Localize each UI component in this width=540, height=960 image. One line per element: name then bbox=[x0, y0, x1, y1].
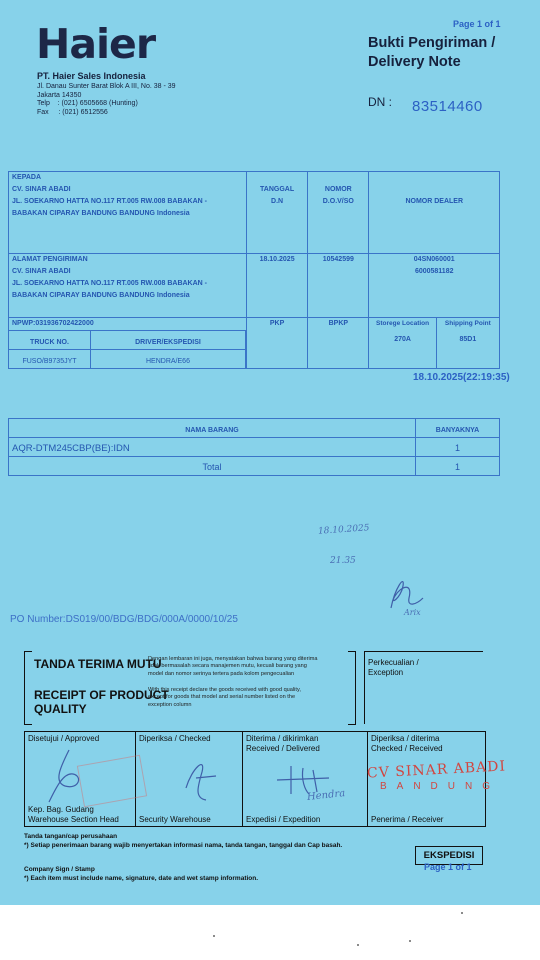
item-name: AQR-DTM245CBP(BE):IDN bbox=[12, 443, 130, 454]
received-label bbox=[368, 732, 485, 756]
order-cell bbox=[308, 254, 369, 318]
nomor-sub: D.O.V/SO bbox=[322, 198, 354, 205]
item-name-cell bbox=[9, 438, 416, 457]
note-line: Dengan lembaran ini juga, menyatakan bahwa barang yang diterima bbox=[148, 656, 318, 662]
total-qty-cell bbox=[416, 457, 500, 476]
kepada-label: KEPADA bbox=[12, 174, 42, 181]
dealer-number-cell bbox=[369, 254, 500, 318]
note-line: With this receipt declare the goods received with good quality, bbox=[148, 687, 301, 693]
shipping-point-cell bbox=[436, 318, 499, 369]
scan-speck bbox=[357, 944, 359, 946]
items-header-name bbox=[9, 419, 416, 438]
shipping-address: JL. SOEKARNO HATTA NO.117 RT.005 RW.008 BABAKAN - bbox=[12, 280, 208, 287]
page-indicator-bottom: Page 1 of 1 bbox=[424, 862, 472, 872]
receipt-note-en bbox=[148, 687, 301, 709]
received-foot: Penerima / Receiver bbox=[371, 815, 444, 824]
approved-label: Disetujui / Approved bbox=[28, 734, 100, 743]
checked-cell bbox=[136, 732, 243, 826]
shipping-point: 85D1 bbox=[459, 336, 477, 343]
handwritten-time: 21.35 bbox=[330, 556, 356, 566]
title-line: Delivery Note bbox=[368, 54, 461, 70]
receipt-title-line: RECEIPT OF PRODUCT bbox=[34, 688, 169, 702]
label-line: Diperiksa / diterima bbox=[371, 734, 440, 743]
npwp: NPWP:031936702422000 bbox=[12, 320, 94, 327]
pkp-cell bbox=[246, 318, 307, 369]
signature-name: Arix bbox=[404, 608, 421, 617]
scan-speck bbox=[461, 912, 463, 914]
foot-line: Warehouse Section Head bbox=[28, 815, 119, 824]
company-stamp: CV SINAR ABADI bbox=[366, 758, 507, 782]
sign-label: Tanda tangan/cap perusahaan bbox=[24, 833, 118, 840]
items-table bbox=[8, 418, 500, 476]
scan-speck bbox=[409, 940, 411, 942]
checked-signature bbox=[176, 748, 226, 808]
storage-location: 270A bbox=[394, 336, 411, 343]
company-stamp-city: BANDUNG bbox=[380, 781, 501, 792]
delivery-info-table bbox=[8, 171, 500, 369]
po-number: PO Number:DS019/00/BDG/BDG/000A/0000/10/25 bbox=[10, 614, 238, 625]
expedition-signer: Hendra bbox=[306, 788, 346, 803]
label-line: Received / Delivered bbox=[246, 744, 320, 753]
note-en: *) Each item must include name, signature, date and wet stamp information. bbox=[24, 875, 259, 882]
truck-table bbox=[9, 330, 246, 368]
ekspedisi-label: EKSPEDISI bbox=[415, 846, 483, 865]
scan-speck bbox=[213, 935, 215, 937]
order-number: 10542599 bbox=[322, 256, 354, 263]
tanggal-label: TANGGAL bbox=[260, 186, 295, 193]
fax-line: Fax : (021) 6512556 bbox=[37, 108, 108, 116]
nama-barang-header: NAMA BARANG bbox=[185, 427, 239, 434]
company-sign-label: Company Sign / Stamp bbox=[24, 866, 95, 873]
delivered-label bbox=[243, 732, 367, 756]
driver-value-cell bbox=[91, 350, 246, 369]
storage-cell bbox=[369, 318, 436, 369]
item-qty-cell bbox=[416, 438, 500, 457]
bracket-right bbox=[348, 651, 356, 725]
tanggal-sub: D.N bbox=[271, 198, 284, 205]
delivered-foot: Expedisi / Expedition bbox=[246, 815, 321, 824]
dealer-number: 04SN060001 bbox=[413, 256, 455, 263]
alamat-label: ALAMAT PENGIRIMAN bbox=[12, 256, 88, 263]
exception-box bbox=[364, 651, 483, 724]
recipient-cell bbox=[9, 172, 247, 254]
title-line: Bukti Pengiriman / bbox=[368, 35, 496, 51]
print-timestamp: 18.10.2025(22:19:35) bbox=[413, 372, 510, 383]
foot-line: Kep. Bag. Gudang bbox=[28, 805, 94, 814]
driver-name: HENDRA/E66 bbox=[146, 358, 190, 365]
handwritten-date: 18.10.2025 bbox=[317, 523, 370, 537]
company-name: PT. Haier Sales Indonesia bbox=[37, 71, 146, 81]
label-line: Checked / Received bbox=[371, 744, 443, 753]
checked-label: Diperiksa / Checked bbox=[139, 734, 211, 743]
shipping-address: BABAKAN CIPARAY BANDUNG BANDUNG Indonesia bbox=[12, 292, 190, 299]
truck-label-cell bbox=[9, 331, 91, 350]
recipient-name: CV. SINAR ABADI bbox=[12, 186, 71, 193]
exception-line: Exception bbox=[368, 668, 404, 677]
exception-line: Perkecualian / bbox=[368, 658, 419, 667]
truck-value-cell bbox=[9, 350, 91, 369]
dn-date: 18.10.2025 bbox=[259, 256, 295, 263]
dealer-label: NOMOR DEALER bbox=[405, 198, 463, 205]
driver-label: DRIVER/EKSPEDISI bbox=[135, 339, 201, 346]
banyaknya-header: BANYAKNYA bbox=[435, 427, 480, 434]
document-title bbox=[368, 34, 495, 72]
recipient-address: BABAKAN CIPARAY BANDUNG BANDUNG Indonesia bbox=[12, 210, 190, 217]
address-line: Jakarta 14350 bbox=[37, 91, 82, 99]
date-cell bbox=[246, 254, 307, 318]
driver-label-cell bbox=[91, 331, 246, 350]
haier-logo: Haier bbox=[36, 20, 156, 68]
dn-number: 83514460 bbox=[412, 98, 483, 115]
note-id: *) Setiap penerimaan barang wajib menyertakan informasi nama, tanda tangan, tanggal dan Cap basah. bbox=[24, 842, 343, 849]
page-indicator-top: Page 1 of 1 bbox=[453, 19, 501, 29]
note-line: exception column bbox=[148, 701, 192, 708]
shipping-point-label: Shipping Point bbox=[444, 320, 491, 327]
nomor-header bbox=[308, 172, 369, 254]
item-qty: 1 bbox=[454, 443, 460, 453]
receipt-note-id bbox=[148, 656, 317, 678]
delivered-cell bbox=[243, 732, 368, 826]
recipient-address: JL. SOEKARNO HATTA NO.117 RT.005 RW.008 BABAKAN - bbox=[12, 198, 208, 205]
items-header-qty bbox=[416, 419, 500, 438]
dealer-header bbox=[369, 172, 500, 254]
footer-notes-en bbox=[24, 865, 258, 883]
bpkp-cell bbox=[308, 318, 369, 369]
bpkp-label: BPKP bbox=[328, 320, 349, 327]
receipt-title-line: QUALITY bbox=[34, 702, 87, 716]
table-row bbox=[9, 438, 500, 457]
total-qty: 1 bbox=[454, 462, 460, 472]
truck-label: TRUCK NO. bbox=[30, 339, 69, 346]
shipping-name: CV. SINAR ABADI bbox=[12, 268, 71, 275]
note-line: model dan nomor serinya tertera pada kolom pengecualian bbox=[148, 670, 295, 677]
exception-label bbox=[365, 652, 483, 684]
footer-notes-id bbox=[24, 832, 342, 850]
total-label: Total bbox=[202, 462, 222, 472]
bracket-left bbox=[24, 651, 32, 725]
receipt-quality-box bbox=[24, 651, 482, 725]
storage-location-label: Storege Location bbox=[376, 320, 430, 327]
truck-number: FUSO/B9735JYT bbox=[22, 358, 77, 365]
dealer-number: 6000581182 bbox=[414, 268, 454, 275]
note-line: except for goods that model and serial number listed on the bbox=[148, 694, 296, 701]
nomor-label: NOMOR bbox=[324, 186, 352, 193]
company-address bbox=[37, 83, 176, 117]
checked-foot: Security Warehouse bbox=[139, 815, 211, 824]
phone-line: Telp : (021) 6505668 (Hunting) bbox=[37, 100, 138, 107]
total-row bbox=[9, 457, 500, 476]
approved-foot bbox=[28, 805, 119, 825]
dn-label: DN : bbox=[368, 95, 392, 109]
note-line: tidak bermasalah secara manajemen mutu, kecuali barang yang bbox=[148, 663, 307, 670]
total-label-cell bbox=[9, 457, 416, 476]
shipping-address-cell bbox=[9, 254, 247, 318]
label-line: Diterima / dikirimkan bbox=[246, 734, 319, 743]
pkp-label: PKP bbox=[269, 320, 285, 327]
tanggal-header bbox=[246, 172, 307, 254]
npwp-truck-cell bbox=[9, 318, 247, 369]
address-line: Jl. Danau Sunter Barat Blok A III, No. 38 - 39 bbox=[37, 83, 176, 90]
receipt-title-id: TANDA TERIMA MUTU bbox=[34, 657, 162, 671]
